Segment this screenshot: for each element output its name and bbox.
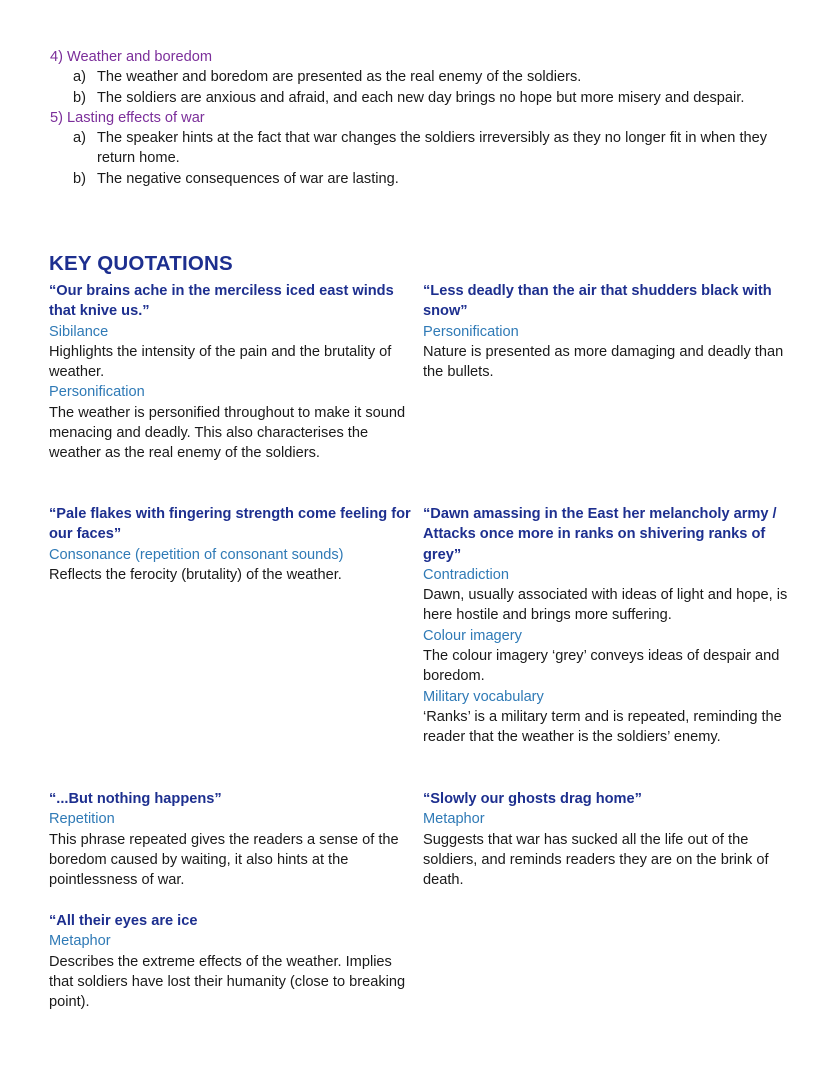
list-item-text: The soldiers are anxious and afraid, and each new day brings no hope but more misery and despair. (97, 89, 745, 106)
theme-points (50, 67, 770, 108)
list-marker: b) (73, 89, 86, 106)
quotation-block (49, 281, 417, 464)
technique-label: Repetition (49, 811, 115, 828)
quotation-text: “Dawn amassing in the East her melancholy army / Attacks once more in ranks on shivering ranks of grey” (423, 506, 777, 563)
technique-label: Colour imagery (423, 627, 522, 644)
quotation-block (423, 281, 791, 382)
technique-explanation: This phrase repeated gives the readers a sense of the boredom caused by waiting, it also hints at the pointlessness of war. (49, 831, 399, 889)
technique-explanation: The colour imagery ‘grey’ conveys ideas of despair and boredom. (423, 648, 780, 685)
quotation-block (49, 911, 417, 1012)
quotation-text: “Pale flakes with fingering strength come feeling for our faces” (49, 506, 411, 543)
quotation-text: “...But nothing happens” (49, 791, 222, 807)
technique-label: Metaphor (423, 811, 485, 828)
technique-label: Contradiction (423, 566, 509, 583)
technique-label: Metaphor (49, 933, 111, 950)
list-marker: a) (73, 69, 86, 86)
technique-explanation: ‘Ranks’ is a military term and is repeated, reminding the reader that the weather is the soldiers’ enemy. (423, 708, 782, 746)
theme-heading: 5) Lasting effects of war (50, 109, 205, 126)
technique-label: Military vocabulary (423, 688, 544, 705)
quotation-text: “Less deadly than the air that shudders black with snow” (423, 283, 772, 320)
key-quotations-heading: KEY QUOTATIONS (49, 252, 233, 275)
technique-explanation: Dawn, usually associated with ideas of light and hope, is here hostile and brings more suffering. (423, 587, 788, 624)
theme-points (50, 128, 770, 189)
quotation-block (423, 789, 791, 890)
technique-explanation: Describes the extreme effects of the weather. Implies that soldiers have lost their humanity (close to breaking point). (49, 953, 406, 1011)
technique-label: Sibilance (49, 323, 109, 340)
technique-explanation: Nature is presented as more damaging and deadly than the bullets. (423, 343, 784, 381)
technique-explanation: The weather is personified throughout to make it sound menacing and deadly. This also characterises the weather as the real enemy of the soldiers. (49, 404, 406, 462)
technique-explanation: Reflects the ferocity (brutality) of the weather. (49, 566, 342, 583)
quotation-block (49, 504, 417, 585)
technique-explanation: Highlights the intensity of the pain and the brutality of weather. (49, 343, 392, 381)
list-item (50, 169, 770, 189)
list-item (50, 88, 770, 108)
themes-section (50, 47, 770, 189)
theme-heading: 4) Weather and boredom (50, 49, 212, 65)
list-item (50, 67, 770, 87)
technique-label: Personification (423, 323, 519, 340)
list-item-text: The negative consequences of war are lasting. (97, 170, 399, 187)
technique-label: Consonance (repetition of consonant sounds) (49, 546, 344, 563)
list-marker: b) (73, 170, 86, 187)
quotation-block (49, 789, 417, 890)
technique-explanation: Suggests that war has sucked all the life out of the soldiers, and reminds readers they are on the brink of death. (423, 831, 769, 889)
list-item-text: The speaker hints at the fact that war changes the soldiers irreversibly as they no longer fit in when they return home. (97, 130, 768, 167)
technique-label: Personification (49, 384, 145, 401)
quotation-text: “Our brains ache in the merciless iced east winds that knive us.” (49, 283, 394, 320)
theme-weather-boredom (50, 47, 770, 108)
list-marker: a) (73, 130, 86, 147)
theme-lasting-effects (50, 108, 770, 189)
quotation-text: “All their eyes are ice (49, 913, 198, 929)
list-item (50, 128, 770, 169)
list-item-text: The weather and boredom are presented as the real enemy of the soldiers. (97, 69, 582, 86)
quotation-text: “Slowly our ghosts drag home” (423, 791, 642, 807)
quotation-block (423, 504, 791, 748)
